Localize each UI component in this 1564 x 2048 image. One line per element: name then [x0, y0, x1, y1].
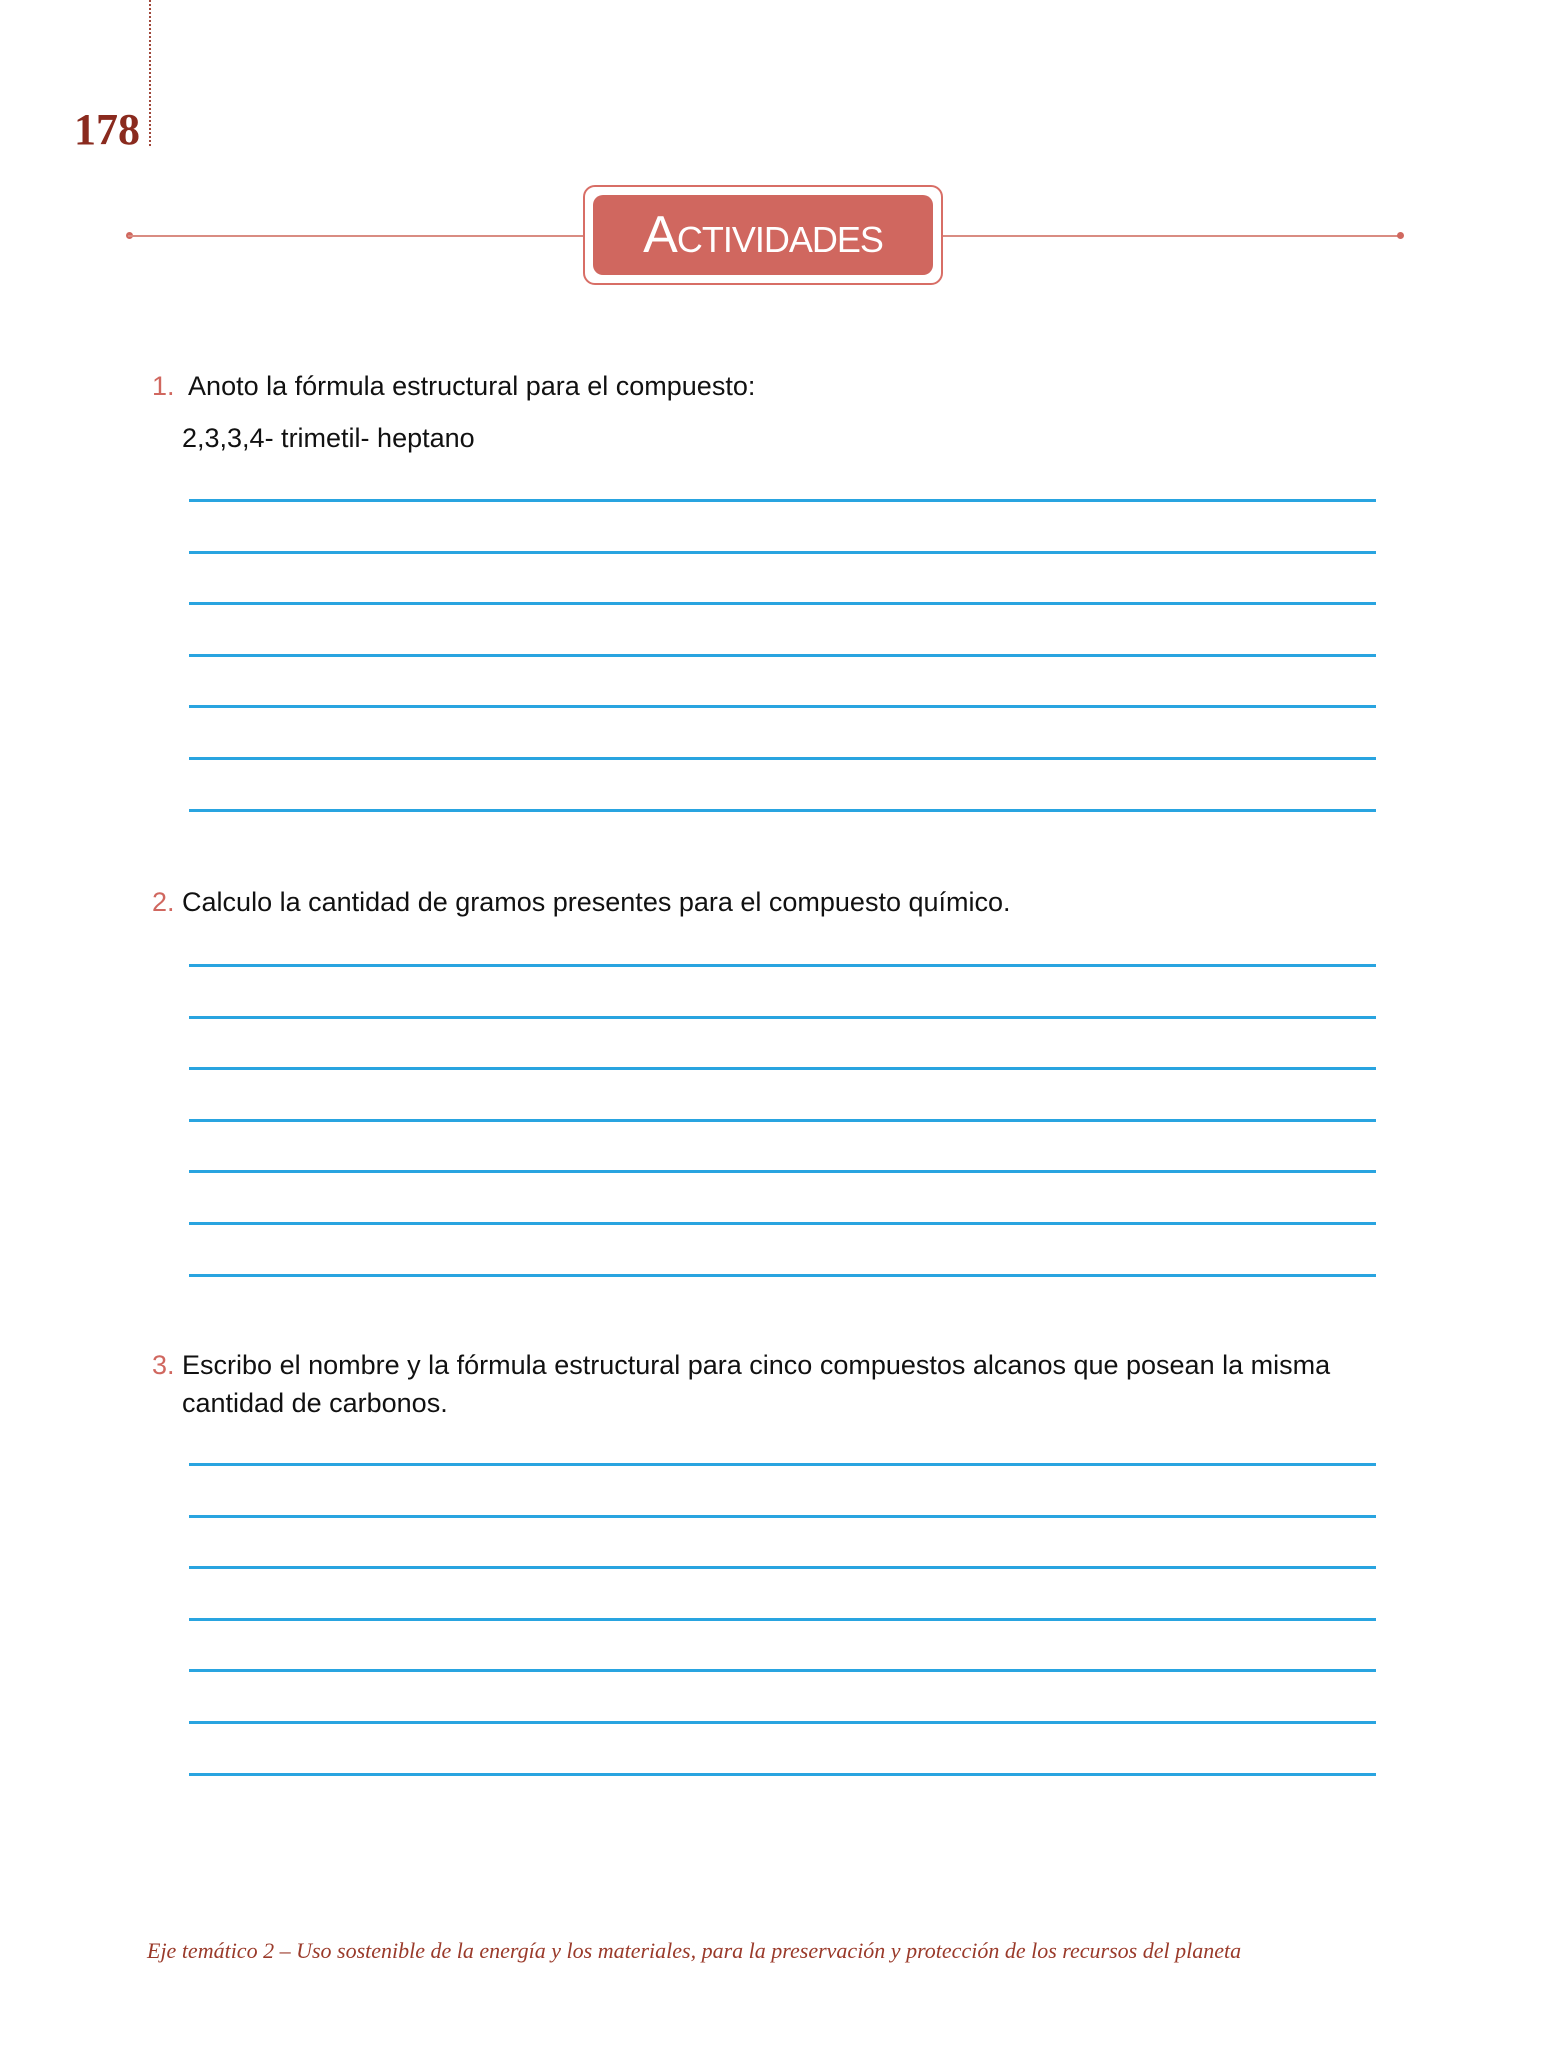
question-number: 1.	[152, 371, 175, 401]
question-1	[152, 367, 1382, 405]
question-3	[152, 1346, 1408, 1422]
answer-line[interactable]	[189, 1618, 1376, 1621]
question-number: 3.	[152, 1350, 175, 1380]
answer-line[interactable]	[189, 705, 1376, 708]
margin-dotted-line	[149, 0, 151, 146]
page-number: 178	[74, 105, 140, 154]
question-2	[152, 883, 1382, 921]
question-text: Anoto la fórmula estructural para el compuesto:	[188, 371, 756, 401]
answer-line[interactable]	[189, 1669, 1376, 1672]
answer-line[interactable]	[189, 1016, 1376, 1019]
answer-line[interactable]	[189, 1222, 1376, 1225]
answer-line[interactable]	[189, 1721, 1376, 1724]
answer-line[interactable]	[189, 1566, 1376, 1569]
answer-line[interactable]	[189, 654, 1376, 657]
header-line-left	[128, 235, 588, 237]
answer-line[interactable]	[189, 1463, 1376, 1466]
question-1-compound: 2,3,3,4- trimetil- heptano	[182, 423, 475, 453]
answer-line[interactable]	[189, 809, 1376, 812]
footer-text: Eje temático 2 – Uso sostenible de la energía y los materiales, para la preservación y protección de los recursos del planeta	[147, 1938, 1242, 1963]
answer-line[interactable]	[189, 964, 1376, 967]
header-line-right	[940, 235, 1400, 237]
answer-line[interactable]	[189, 499, 1376, 502]
answer-line[interactable]	[189, 1170, 1376, 1173]
answer-line[interactable]	[189, 1274, 1376, 1277]
section-badge	[583, 185, 943, 285]
answer-line[interactable]	[189, 551, 1376, 554]
header-line-dot	[1397, 232, 1404, 239]
answer-line[interactable]	[189, 1067, 1376, 1070]
answer-line[interactable]	[189, 757, 1376, 760]
question-text: Calculo la cantidad de gramos presentes para el compuesto químico.	[182, 887, 1011, 917]
answer-line[interactable]	[189, 602, 1376, 605]
answer-line[interactable]	[189, 1119, 1376, 1122]
answer-line[interactable]	[189, 1773, 1376, 1776]
section-title: Actividades	[593, 195, 933, 275]
answer-line[interactable]	[189, 1515, 1376, 1518]
question-number: 2.	[152, 887, 175, 917]
question-text: Escribo el nombre y la fórmula estructural para cinco compuestos alcanos que posean la misma cantidad de carbonos.	[182, 1350, 1331, 1418]
